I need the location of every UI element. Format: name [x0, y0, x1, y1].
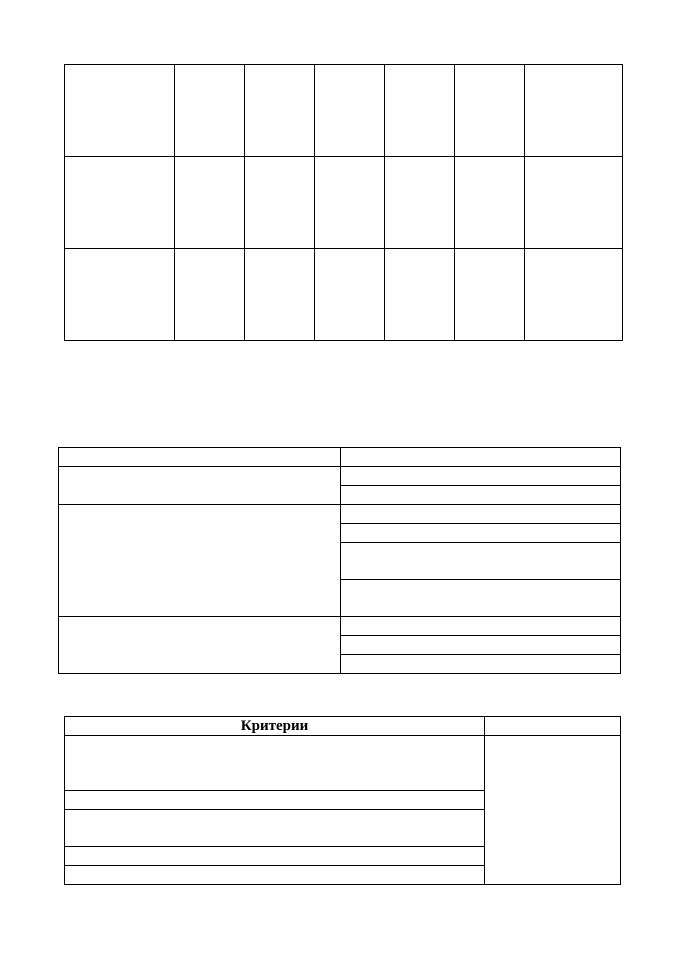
table-cell [341, 524, 621, 543]
table-cell [341, 486, 621, 505]
table-cell [315, 157, 385, 249]
table-cell [341, 505, 621, 524]
table-row [59, 505, 621, 524]
table-row [59, 467, 621, 486]
criteria-table [64, 716, 621, 885]
table-row [59, 617, 621, 636]
table-cell [341, 448, 621, 467]
table-cell [341, 543, 621, 580]
table-cell [455, 65, 525, 157]
group-cell [59, 617, 341, 674]
table-cell [245, 249, 315, 341]
table-cell [315, 249, 385, 341]
table-row [65, 249, 623, 341]
table-cell [315, 65, 385, 157]
table-cell [385, 249, 455, 341]
table-cell [65, 65, 175, 157]
table-cell [525, 65, 623, 157]
second-header [485, 717, 621, 736]
table-cell [385, 65, 455, 157]
table-cell [525, 157, 623, 249]
table-header-row [65, 717, 621, 736]
criteria-cell [65, 847, 485, 866]
table-row [65, 157, 623, 249]
table-cell [341, 617, 621, 636]
table-cell [245, 65, 315, 157]
table-header-row [59, 448, 621, 467]
criteria-cell [65, 736, 485, 791]
empty-grid-table [64, 64, 623, 341]
table-cell [175, 249, 245, 341]
table-cell [59, 448, 341, 467]
table-cell [455, 249, 525, 341]
table-cell [341, 580, 621, 617]
table-cell [175, 65, 245, 157]
criteria-cell [65, 866, 485, 885]
group-cell [59, 505, 341, 617]
table-cell [341, 467, 621, 486]
criteria-cell [65, 791, 485, 810]
table-cell [65, 157, 175, 249]
table-cell [455, 157, 525, 249]
table-cell [385, 157, 455, 249]
table-cell [341, 636, 621, 655]
table-cell [525, 249, 623, 341]
table-cell [341, 655, 621, 674]
table-row [65, 736, 621, 791]
table-row [65, 65, 623, 157]
table-cell [175, 157, 245, 249]
table-cell [65, 249, 175, 341]
score-cell [485, 736, 621, 885]
grouped-table [58, 447, 621, 674]
criteria-header: Критерии [65, 717, 485, 736]
criteria-cell [65, 810, 485, 847]
group-cell [59, 467, 341, 505]
table-cell [245, 157, 315, 249]
